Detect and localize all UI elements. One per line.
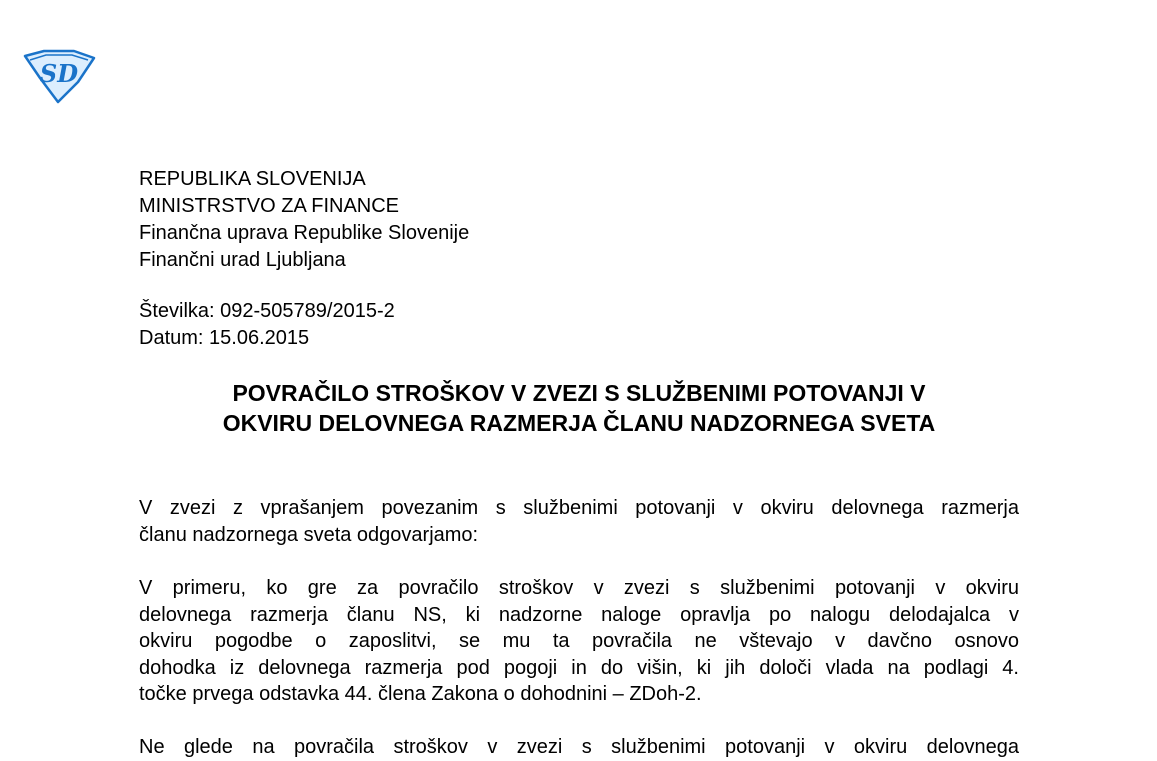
paragraph-line: Ne glede na povračila stroškov v zvezi s službenimi potovanji v okviru delovnega bbox=[139, 736, 1019, 758]
title-line-1: POVRAČILO STROŠKOV V ZVEZI S SLUŽBENIMI POTOVANJI V bbox=[232, 380, 926, 406]
header-line-fiscal-administration: Finančna uprava Republike Slovenije bbox=[139, 222, 470, 244]
sd-logo-icon bbox=[22, 48, 96, 104]
paragraph-line: okviru pogodbe o zaposlitvi, se mu ta povračila ne vštevajo v davčno osnovo bbox=[139, 630, 1019, 652]
sd-logo-graphic bbox=[22, 48, 96, 104]
paragraph-line: V primeru, ko gre za povračilo stroškov v zvezi s službenimi potovanji v okviru bbox=[139, 577, 1019, 599]
paragraph-line: delovnega razmerja članu NS, ki nadzorne naloge opravlja po nalogu delodajalca v bbox=[139, 603, 1019, 626]
header-line-republic: REPUBLIKA SLOVENIJA bbox=[139, 168, 366, 190]
paragraph-line: točke prvega odstavka 44. člena Zakona o dohodnini – ZDoh-2. bbox=[139, 683, 702, 705]
paragraph-intro bbox=[139, 495, 1019, 548]
document-title bbox=[139, 378, 1019, 438]
paragraph-line: dohodka iz delovnega razmerja pod pogoji in do višin, ki jih določi vlada na podlagi 4. bbox=[139, 656, 1019, 679]
title-line-2: OKVIRU DELOVNEGA RAZMERJA ČLANU NADZORNEGA SVETA bbox=[222, 410, 936, 436]
sender-header bbox=[139, 166, 469, 274]
paragraph-answer bbox=[139, 575, 1019, 708]
document-date: Datum: 15.06.2015 bbox=[139, 327, 310, 349]
paragraph-continuation bbox=[139, 734, 1019, 761]
header-line-ministry: MINISTRSTVO ZA FINANCE bbox=[139, 195, 400, 217]
header-line-tax-office: Finančni urad Ljubljana bbox=[139, 249, 346, 271]
document-meta bbox=[139, 298, 395, 352]
sd-logo-text: SD bbox=[39, 59, 79, 88]
paragraph-line: V zvezi z vprašanjem povezanim s službenimi potovanji v okviru delovnega razmerja bbox=[139, 497, 1019, 519]
document-number: Številka: 092-505789/2015-2 bbox=[139, 300, 395, 322]
paragraph-line: članu nadzornega sveta odgovarjamo: bbox=[139, 523, 479, 546]
